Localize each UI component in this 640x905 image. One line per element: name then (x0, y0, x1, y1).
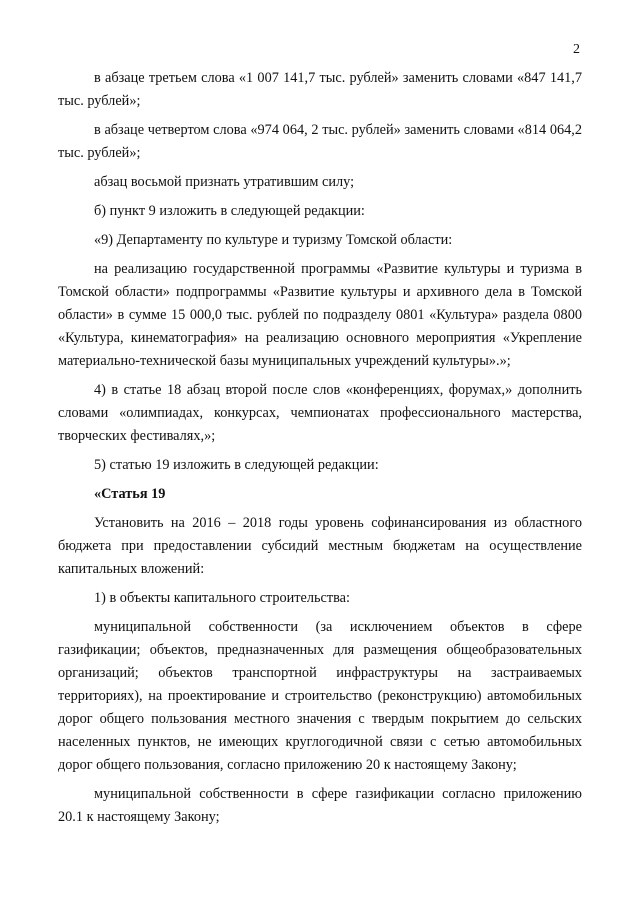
paragraph-11: 1) в объекты капитального строительства: (94, 590, 351, 606)
paragraph-8: 5) статью 19 изложить в следующей редакции: (94, 457, 379, 473)
page-number: 2 (573, 42, 580, 57)
paragraph-2: в абзаце четвертом слова «974 064, 2 тыс. рублей» заменить словами «814 064,2 тыс. рублей»; (58, 122, 582, 161)
paragraph-6: на реализацию государственной программы «Развитие культуры и туризма в Томской области» подпрограммы «Развитие культуры и архивного дела в Томской области» в сумме 15 000,0 тыс. рублей по подразделу 0801 «Культура» раздела 0800 «Культура, кинематография» на реализацию основного мероприятия «Укрепление материально-технической базы муниципальных учреждений культуры».»; (58, 261, 582, 369)
paragraph-4: б) пункт 9 изложить в следующей редакции: (94, 203, 365, 219)
article-heading: «Статья 19 (94, 486, 166, 502)
paragraph-12: муниципальной собственности (за исключением объектов в сфере газификации; объектов, предназначенных для размещения общеобразовательных организаций; объектов транспортной инфраструктуры на застраиваемых территориях), на проектирование и строительство (реконструкцию) автомобильных дорог общего пользования местного значения с твердым покрытием до сельских населенных пунктов, не имеющих круглогодичной связи с сетью автомобильных дорог общего пользования, согласно приложению 20 к настоящему Закону; (58, 619, 582, 773)
paragraph-1: в абзаце третьем слова «1 007 141,7 тыс. рублей» заменить словами «847 141,7 тыс. рублей»; (58, 70, 582, 109)
paragraph-5: «9) Департаменту по культуре и туризму Томской области: (94, 232, 453, 248)
document-body (58, 67, 582, 835)
paragraph-13: муниципальной собственности в сфере газификации согласно приложению 20.1 к настоящему Закону; (58, 786, 582, 825)
paragraph-7: 4) в статье 18 абзац второй после слов «конференциях, форумах,» дополнить словами «олимпиадах, конкурсах, чемпионатах профессионального мастерства, творческих фестивалях,»; (58, 382, 582, 444)
paragraph-3: абзац восьмой признать утратившим силу; (94, 174, 355, 190)
paragraph-10: Установить на 2016 – 2018 годы уровень софинансирования из областного бюджета при предоставлении субсидий местным бюджетам на осуществление капитальных вложений: (58, 515, 582, 577)
